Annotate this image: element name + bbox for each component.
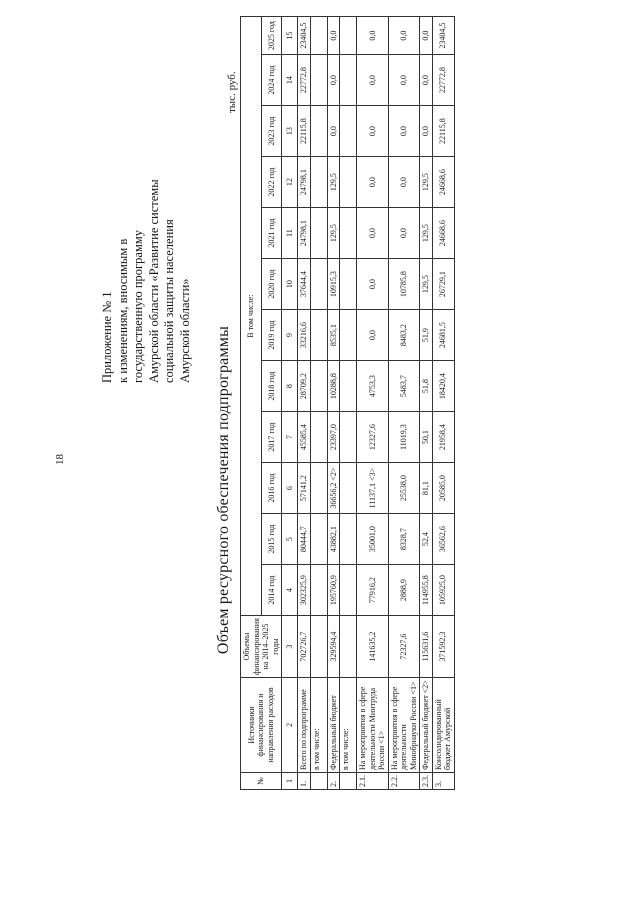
- year-value: 37644,4: [298, 259, 311, 310]
- year-value: 0,0: [357, 259, 389, 310]
- empty-cell: [340, 157, 357, 208]
- empty-cell: [310, 17, 327, 55]
- row-number: 1.: [298, 773, 311, 790]
- year-value: 23404,5: [298, 17, 311, 55]
- empty-cell: [310, 208, 327, 259]
- year-value: 20585,0: [432, 463, 454, 514]
- resource-table: [240, 16, 455, 790]
- table-row: [432, 17, 454, 790]
- empty-cell: [310, 55, 327, 106]
- year-value: 0,0: [388, 208, 420, 259]
- year-value: 0,0: [357, 157, 389, 208]
- row-number: 3.: [432, 773, 454, 790]
- row-number: 2.: [327, 773, 340, 790]
- year-value: 18420,4: [432, 361, 454, 412]
- appendix-line: социальной защиты населения: [162, 219, 176, 383]
- year-value: 129,5: [420, 208, 433, 259]
- year-value: 0,0: [420, 17, 433, 55]
- row-number: 2.2.: [388, 773, 420, 790]
- row-source-name: Консолидированный бюджет Амурской: [432, 678, 454, 773]
- year-value: 26729,1: [432, 259, 454, 310]
- empty-cell: [310, 259, 327, 310]
- empty-cell: [310, 106, 327, 157]
- empty-cell: [310, 361, 327, 412]
- year-value: 8328,7: [388, 514, 420, 565]
- year-value: 24668,6: [432, 157, 454, 208]
- year-value: 0,0: [388, 17, 420, 55]
- row-source-name: Федеральный бюджет: [327, 678, 340, 773]
- header-source: Источники финансирования и направления расходов: [241, 678, 282, 773]
- header-row: [241, 17, 262, 790]
- year-value: 81,1: [420, 463, 433, 514]
- year-value: 0,0: [388, 55, 420, 106]
- empty-cell: [310, 412, 327, 463]
- year-header: 2024 год: [261, 55, 282, 106]
- year-value: 8483,2: [388, 310, 420, 361]
- appendix-line: государственную программу: [131, 229, 145, 383]
- document-title: Объем ресурсного обеспечения подпрограммы: [215, 325, 232, 655]
- empty-cell: [310, 310, 327, 361]
- empty-cell: [340, 208, 357, 259]
- column-number: 3: [282, 616, 298, 678]
- column-number: 6: [282, 463, 298, 514]
- column-number: 9: [282, 310, 298, 361]
- year-value: 195760,9: [327, 565, 340, 616]
- empty-cell: [340, 616, 357, 678]
- table-body: [298, 17, 455, 790]
- year-value: 33216,6: [298, 310, 311, 361]
- year-value: 36656,2 <2>: [327, 463, 340, 514]
- year-value: 0,0: [388, 157, 420, 208]
- year-value: 129,5: [420, 157, 433, 208]
- year-value: 57141,2: [298, 463, 311, 514]
- column-number: 13: [282, 106, 298, 157]
- year-header: 2021 год: [261, 208, 282, 259]
- year-value: 23404,5: [432, 17, 454, 55]
- year-value: 23397,0: [327, 412, 340, 463]
- year-value: 0,0: [357, 310, 389, 361]
- year-header: 2018 год: [261, 361, 282, 412]
- column-number: 4: [282, 565, 298, 616]
- separator-label: в том числе:: [340, 678, 357, 773]
- currency-unit: тыс. руб.: [226, 71, 238, 113]
- empty-cell: [340, 17, 357, 55]
- row-source-name: На мероприятия в сфере деятельности Минобрнауки России <1>: [388, 678, 420, 773]
- empty-cell: [340, 361, 357, 412]
- year-value: 36562,6: [432, 514, 454, 565]
- year-header: 2015 год: [261, 514, 282, 565]
- year-value: 129,5: [327, 208, 340, 259]
- year-value: 22772,8: [432, 55, 454, 106]
- empty-cell: [340, 259, 357, 310]
- column-number: 12: [282, 157, 298, 208]
- empty-cell: [340, 412, 357, 463]
- year-header: 2022 год: [261, 157, 282, 208]
- year-header: 2023 год: [261, 106, 282, 157]
- column-number: 7: [282, 412, 298, 463]
- year-value: 52,4: [420, 514, 433, 565]
- column-number: 15: [282, 17, 298, 55]
- empty-cell: [310, 463, 327, 514]
- column-number: 2: [282, 678, 298, 773]
- appendix-line: к изменениям, вносимым в: [115, 238, 130, 383]
- year-value: 2888,9: [388, 565, 420, 616]
- row-total: 702726,7: [298, 616, 311, 678]
- empty-cell: [340, 514, 357, 565]
- year-value: 129,5: [420, 259, 433, 310]
- year-value: 24798,1: [298, 208, 311, 259]
- year-header: 2014 год: [261, 565, 282, 616]
- row-total: 115631,6: [420, 616, 433, 678]
- row-total: 371592,3: [432, 616, 454, 678]
- year-value: 8535,1: [327, 310, 340, 361]
- empty-cell: [310, 565, 327, 616]
- year-value: 21958,4: [432, 412, 454, 463]
- year-value: 51,9: [420, 310, 433, 361]
- year-value: 302325,9: [298, 565, 311, 616]
- year-value: 43882,1: [327, 514, 340, 565]
- year-value: 0,0: [420, 106, 433, 157]
- empty-cell: [310, 514, 327, 565]
- year-value: 0,0: [327, 17, 340, 55]
- year-value: 10288,8: [327, 361, 340, 412]
- empty-cell: [340, 310, 357, 361]
- year-value: 51,8: [420, 361, 433, 412]
- year-value: 0,0: [388, 106, 420, 157]
- table-row: [327, 17, 340, 790]
- year-value: 45585,4: [298, 412, 311, 463]
- year-value: 22115,8: [298, 106, 311, 157]
- empty-cell: [340, 463, 357, 514]
- row-source-name: На мероприятия в сфере деятельности Минтруда России <1>: [357, 678, 389, 773]
- year-value: 24668,6: [432, 208, 454, 259]
- empty-cell: [340, 106, 357, 157]
- separator-label: в том числе:: [310, 678, 327, 773]
- appendix-line: Амурской области «Развитие системы: [146, 179, 161, 383]
- row-number-cell: [340, 773, 357, 790]
- year-value: 4753,3: [357, 361, 389, 412]
- table-row: [357, 17, 389, 790]
- row-total: 329594,4: [327, 616, 340, 678]
- table-row: [420, 17, 433, 790]
- empty-cell: [310, 616, 327, 678]
- column-number: 8: [282, 361, 298, 412]
- subtotal-separator-row: [310, 17, 327, 790]
- header-including: В том числе:: [241, 17, 262, 616]
- year-value: 0,0: [357, 208, 389, 259]
- year-value: 10785,8: [388, 259, 420, 310]
- year-value: 0,0: [420, 55, 433, 106]
- table-row: [388, 17, 420, 790]
- row-source-name: Всего по подпрограмме: [298, 678, 311, 773]
- empty-cell: [310, 157, 327, 208]
- appendix-line: Амурской области»: [177, 278, 192, 383]
- year-header: 2020 год: [261, 259, 282, 310]
- year-value: 11019,3: [388, 412, 420, 463]
- year-value: 22772,8: [298, 55, 311, 106]
- year-value: 0,0: [357, 55, 389, 106]
- year-value: 80444,7: [298, 514, 311, 565]
- year-header: 2017 год: [261, 412, 282, 463]
- year-value: 28709,2: [298, 361, 311, 412]
- year-value: 24798,1: [298, 157, 311, 208]
- year-value: 11137,1 <3>: [357, 463, 389, 514]
- year-value: 50,1: [420, 412, 433, 463]
- year-value: 0,0: [357, 106, 389, 157]
- row-total: 72327,6: [388, 616, 420, 678]
- table-row: [298, 17, 311, 790]
- column-number: 14: [282, 55, 298, 106]
- empty-cell: [340, 55, 357, 106]
- row-number: 2.1.: [357, 773, 389, 790]
- empty-cell: [340, 565, 357, 616]
- appendix-line: Приложение № 1: [100, 291, 114, 383]
- column-number: 5: [282, 514, 298, 565]
- row-total: 141635,2: [357, 616, 389, 678]
- header-no: №: [241, 773, 282, 790]
- year-value: 77916,2: [357, 565, 389, 616]
- year-value: 35001,0: [357, 514, 389, 565]
- row-number: 2.3.: [420, 773, 433, 790]
- year-header: 2016 год: [261, 463, 282, 514]
- header-total: Объемы финансирования на 2014–2025 годы: [241, 616, 282, 678]
- year-value: 5483,7: [388, 361, 420, 412]
- row-number-cell: [310, 773, 327, 790]
- appendix-header: [100, 93, 193, 383]
- year-value: 22115,8: [432, 106, 454, 157]
- column-number: 11: [282, 208, 298, 259]
- year-value: 25538,0: [388, 463, 420, 514]
- year-value: 0,0: [327, 106, 340, 157]
- year-value: 0,0: [327, 55, 340, 106]
- year-header: 2025 год: [261, 17, 282, 55]
- year-value: 0,0: [357, 17, 389, 55]
- subtotal-separator-row: [340, 17, 357, 790]
- year-value: 129,5: [327, 157, 340, 208]
- year-header: 2019 год: [261, 310, 282, 361]
- row-source-name: Федеральный бюджет <2>: [420, 678, 433, 773]
- year-value: 114955,8: [420, 565, 433, 616]
- page-number: 18: [54, 454, 66, 465]
- year-value: 24681,5: [432, 310, 454, 361]
- column-number: 1: [282, 773, 298, 790]
- year-value: 105925,0: [432, 565, 454, 616]
- column-number: 10: [282, 259, 298, 310]
- column-number-row: [282, 17, 298, 790]
- year-value: 10915,3: [327, 259, 340, 310]
- year-value: 12327,6: [357, 412, 389, 463]
